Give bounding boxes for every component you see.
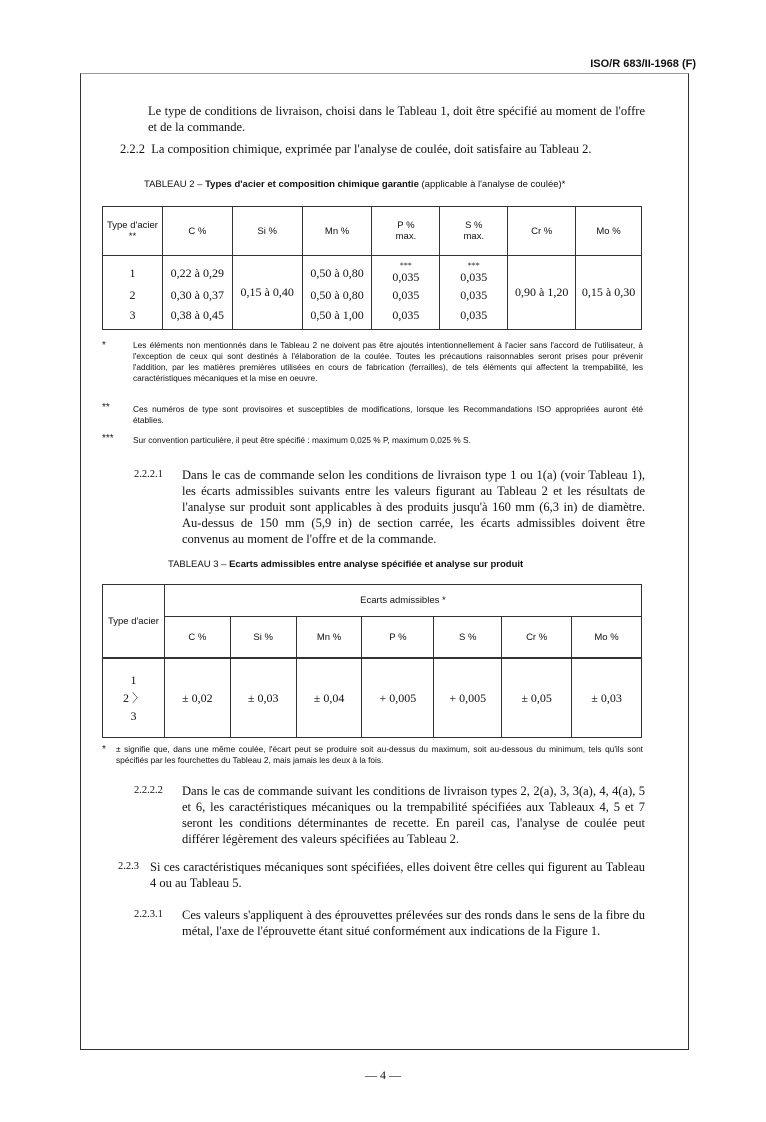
section-2-2-2 [120,141,645,157]
mo-shared-value: 0,15 à 0,30 [576,256,642,330]
footnote-text: Les éléments non mentionnés dans le Tableau 2 ne doivent pas être ajoutés intentionnellement à l'acier sans l'accord de l'utilisateur, à l'exception de ceux qui sont destinés à l'élaboration de la coulée. Toutes les précautions raisonnables seront prises pour prévenir l'addition, par les matières premières utilisées en cours de fabrication (ferrailles), de tels éléments qui affectent la trempabilité, les caractéristiques mécaniques et la mise en oeuvre. [133,340,643,383]
footnote-mark: ** [102,402,110,413]
section-number: 2.2.2.1 [134,469,163,480]
table2-caption: TABLEAU 2 – Types d'acier et composition chimique garantie (applicable à l'analyse de coulée)* [144,179,566,190]
col-header-mo: Mo % [576,207,642,256]
section-2-2-3-text: Si ces caractéristiques mécaniques sont spécifiées, elles doivent être celles qui figurent au Tableau 4 ou au Tableau 5. [150,860,645,890]
section-number: 2.2.3 [118,861,139,872]
type-list: 1 2 〉 3 [103,658,165,738]
section-number: 2.2.3.1 [134,909,163,920]
footnote-text: Sur convention particulière, il peut être spécifié : maximum 0,025 % P, maximum 0,025 % S. [133,435,471,445]
col-group-header: Ecarts admissibles * [164,585,641,617]
document-reference: ISO/R 683/II-1968 (F) [590,58,696,70]
col-header-type: Type d'acier ** [103,207,163,256]
table3-subheader-row: C % Si % Mn % P % S % Cr % Mo % [103,617,642,658]
table3-caption: TABLEAU 3 – Ecarts admissibles entre analyse spécifiée et analyse sur produit [168,559,524,570]
footnote-mark: * [102,744,106,755]
section-2-2-3-1-text: Ces valeurs s'appliquent à des éprouvettes prélevées sur des ronds dans le sens de la fibre du métal, l'axe de l'éprouvette étant situé conformément aux indications de la Figure 1. [182,908,645,938]
table-row: 3 0,38 à 0,45 0,50 à 1,00 0,035 0,035 [103,305,642,330]
table3 [102,584,642,738]
section-text: La composition chimique, exprimée par l'analyse de coulée, doit satisfaire au Tableau 2. [151,142,592,156]
col-header-cr: Cr % [508,207,576,256]
section-2-2-2-1-text: Dans le cas de commande selon les conditions de livraison type 1 ou 1(a) (voir Tableau 1), les écarts admissibles suivants entre les valeurs figurant au Tableau 2 et les résultats de l'analyse sur produit sont applicables à des produits jusqu'à 160 mm (6,3 in) de diamètre. Au-dessus de 150 mm (5,9 in) de section carrée, les écarts admissibles doivent être convenus au moment de l'offre et de la commande. [182,468,645,546]
table-row: 1 2 〉 3 ± 0,02 ± 0,03 ± 0,04 + 0,005 + 0,005 ± 0,05 ± 0,03 [103,658,642,738]
col-header-si: Si % [232,207,302,256]
footnote-text: ± signifie que, dans une même coulée, l'écart peut se produire soit au-dessus du maximum, soit au-dessous du minimum, tels qu'ils sont spécifiés par les fourchettes du Tableau 2, mais jamais les deux à la fois. [116,744,643,765]
table3-header-row [103,585,642,617]
table2-header-row [103,207,642,256]
footnote-mark: *** [102,433,114,444]
page-number: — 4 — [365,1068,401,1082]
section-number: 2.2.2 [120,142,145,156]
col-header-c: C % [162,207,232,256]
col-header-s: S % max. [440,207,508,256]
table2 [102,206,642,330]
table-row: 1 0,22 à 0,29 0,15 à 0,40 0,50 à 0,80 *** 0,035 *** 0,035 0,90 à 1,20 0,15 à 0,30 [103,256,642,286]
section-number: 2.2.2.2 [134,785,163,796]
col-header-p: P % max. [372,207,440,256]
col-header-mn: Mn % [302,207,372,256]
section-2-2-2-2-text: Dans le cas de commande suivant les conditions de livraison types 2, 2(a), 3, 3(a), 4, 4(a), 5 et 6, les caractéristiques mécaniques ou la trempabilité spécifiées aux Tableaux 4, 5 et 7 seront les conditions déterminantes de recette. En pareil cas, l'analyse de coulée peut différer légèrement des valeurs spécifiées au Tableau 2. [182,784,645,846]
cr-shared-value: 0,90 à 1,20 [508,256,576,330]
intro-paragraph: Le type de conditions de livraison, choisi dans le Tableau 1, doit être spécifié au moment de l'offre et de la commande. [148,104,645,134]
footnote-mark: * [102,340,106,351]
table-row: 2 0,30 à 0,37 0,50 à 0,80 0,035 0,035 [103,285,642,305]
col-header-type: Type d'acier [103,585,165,659]
si-shared-value: 0,15 à 0,40 [232,256,302,330]
footnote-text: Ces numéros de type sont provisoires et susceptibles de modifications, lorsque les Recommandations ISO appropriées auront été établies. [133,404,643,425]
